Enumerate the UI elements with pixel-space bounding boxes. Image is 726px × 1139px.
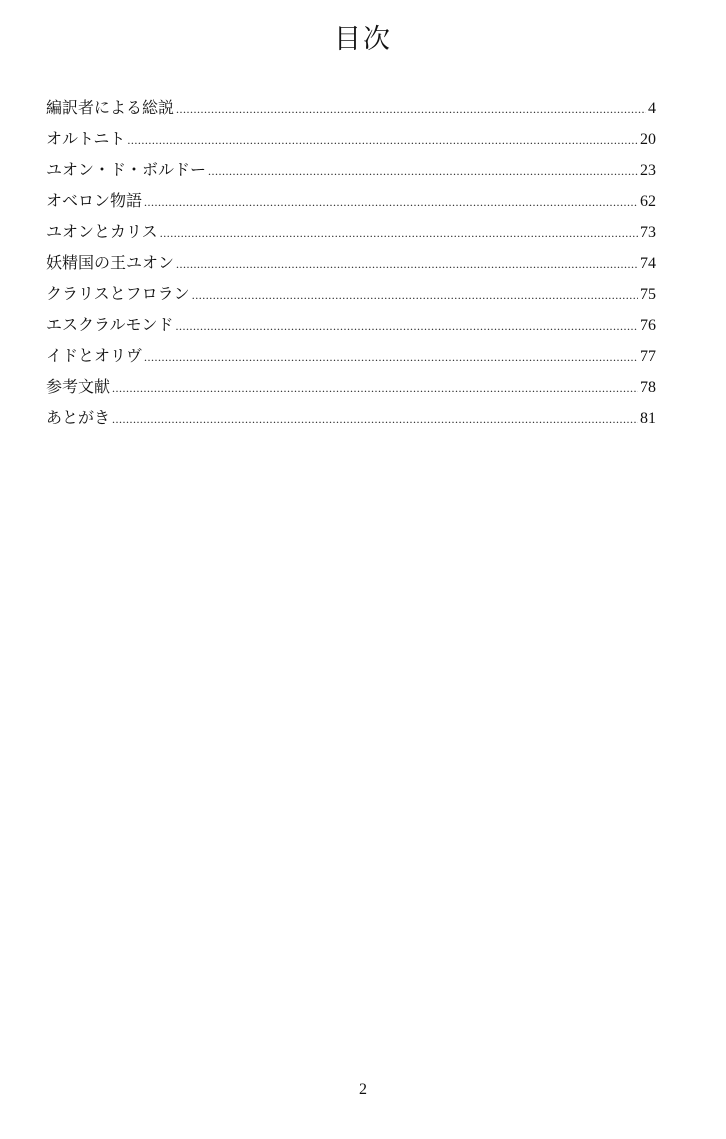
toc-entry-page: 81 bbox=[640, 410, 656, 427]
dot-leader bbox=[176, 94, 646, 125]
dot-leader bbox=[127, 125, 638, 156]
toc-entry bbox=[46, 247, 656, 278]
toc-entry-label: ユオンとカリス bbox=[46, 222, 158, 241]
toc-entry-page: 4 bbox=[648, 100, 656, 117]
toc-entry-label: ユオン・ド・ボルドー bbox=[46, 160, 207, 179]
toc-entry-page: 23 bbox=[640, 162, 656, 179]
dot-leader bbox=[176, 311, 638, 342]
toc-entry-page: 20 bbox=[640, 131, 656, 148]
toc-entry-page: 73 bbox=[640, 224, 656, 241]
toc-entry-label: オルトニト bbox=[46, 129, 126, 148]
toc-entry-label: エスクラルモンド bbox=[46, 315, 174, 334]
dot-leader bbox=[160, 218, 638, 249]
toc-entry-label: 編訳者による総説 bbox=[46, 98, 175, 117]
toc-entry-label: クラリスとフロラン bbox=[46, 284, 190, 303]
dot-leader bbox=[112, 404, 638, 435]
toc-entry bbox=[46, 154, 656, 185]
toc-entry bbox=[46, 340, 656, 371]
toc-entry-label: あとがき bbox=[46, 408, 111, 427]
toc-entry-page: 75 bbox=[640, 286, 656, 303]
toc-entry bbox=[46, 402, 656, 433]
toc-entry-label: イドとオリヴ bbox=[46, 346, 143, 365]
toc-entry bbox=[46, 371, 656, 402]
page-number: 2 bbox=[359, 1081, 367, 1098]
toc-entry-page: 62 bbox=[640, 193, 656, 210]
table-of-contents bbox=[46, 92, 656, 433]
toc-entry-page: 78 bbox=[640, 379, 656, 396]
toc-entry-page: 77 bbox=[640, 348, 656, 365]
toc-entry bbox=[46, 309, 656, 340]
toc-entry bbox=[46, 216, 656, 247]
dot-leader bbox=[112, 373, 638, 404]
dot-leader bbox=[144, 187, 638, 218]
toc-entry bbox=[46, 278, 656, 309]
dot-leader bbox=[144, 342, 638, 373]
toc-entry bbox=[46, 92, 656, 123]
dot-leader bbox=[208, 156, 638, 187]
toc-entry-label: オベロン物語 bbox=[46, 191, 143, 210]
toc-entry bbox=[46, 185, 656, 216]
toc-entry-label: 参考文献 bbox=[46, 377, 111, 396]
toc-entry-page: 74 bbox=[640, 255, 656, 272]
page-title: 目次 bbox=[334, 24, 392, 55]
toc-entry-page: 76 bbox=[640, 317, 656, 334]
toc-entry bbox=[46, 123, 656, 154]
dot-leader bbox=[192, 280, 638, 311]
dot-leader bbox=[176, 249, 638, 280]
toc-entry-label: 妖精国の王ユオン bbox=[46, 253, 175, 272]
